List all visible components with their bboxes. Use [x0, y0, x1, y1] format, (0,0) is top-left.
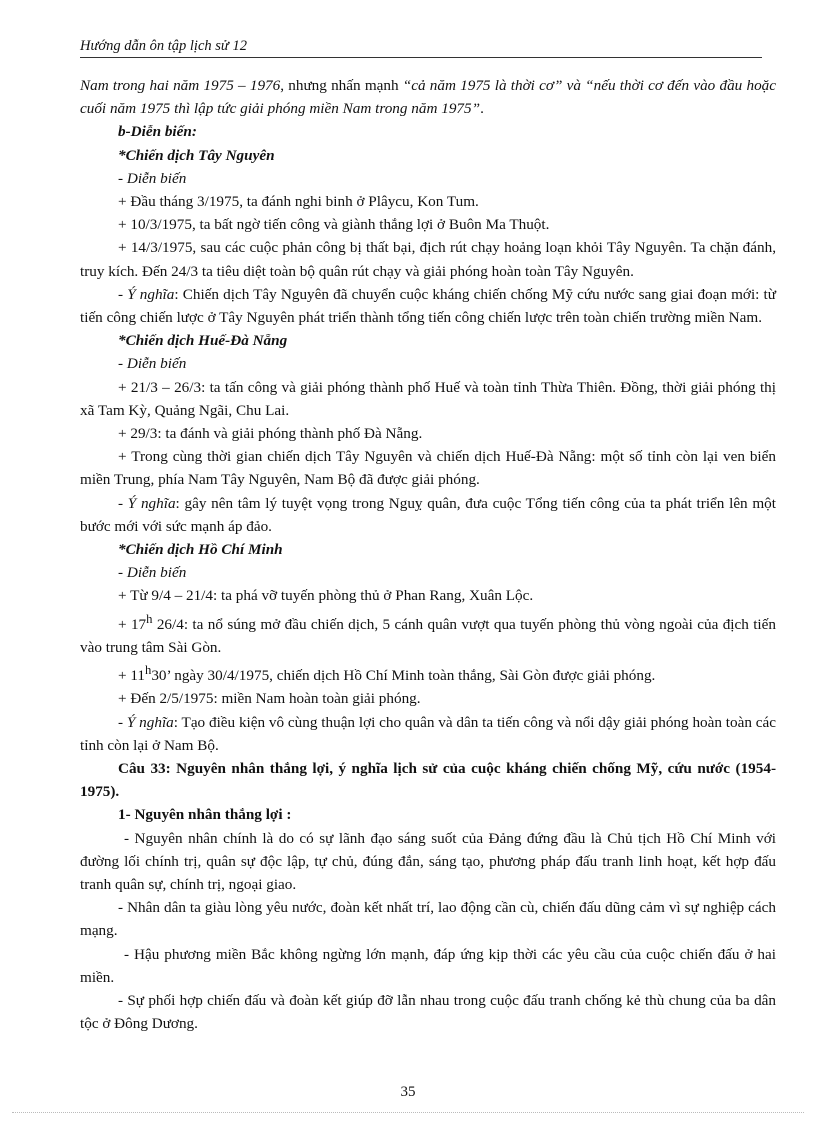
hcm-significance-label: - Ý nghĩa: [118, 713, 174, 731]
hcm-item-3-pre: + 11: [118, 667, 145, 685]
tn-dien-bien-label: - Diễn biến: [118, 169, 187, 187]
reason-2: - Nhân dân ta giàu lòng yêu nước, đoàn kết nhất trí, lao động cần cù, chiến đấu dũng cảm vì sự nghiệp cách mạng.: [80, 899, 776, 940]
tn-item-3: + 14/3/1975, sau các cuộc phản công bị thất bại, địch rút chạy hoảng loạn khỏi Tây Nguyên. Ta chặn đánh, truy kích. Đến 24/3 ta tiêu diệt toàn bộ quân rút chạy và giải phóng hoàn toàn Tây Nguyên.: [80, 239, 776, 280]
reason-3: - Hậu phương miền Bắc không ngừng lớn mạnh, đáp ứng kịp thời các yêu cầu của cuộc chiến đấu ở hai miền.: [80, 945, 776, 986]
page-content: [80, 74, 776, 1035]
footer-divider: [12, 1112, 804, 1113]
running-header: Hướng dẫn ôn tập lịch sử 12: [80, 38, 762, 58]
hd-item-2: + 29/3: ta đánh và giải phóng thành phố Đà Nẵng.: [118, 425, 423, 443]
campaign-tay-nguyen-title: *Chiến dịch Tây Nguyên: [118, 146, 275, 164]
reason-4: - Sự phối hợp chiến đấu và đoàn kết giúp đỡ lẫn nhau trong cuộc đấu tranh chống kẻ thù chung của ba dân tộc ở Đông Dương.: [80, 992, 776, 1033]
intro-end: .: [480, 100, 484, 118]
hcm-item-3: [80, 659, 776, 687]
hd-item-1: + 21/3 – 26/3: ta tấn công và giải phóng thành phố Huế và toàn tỉnh Thừa Thiên. Đồng, thời giải phóng thị xã Tam Kỳ, Quảng Ngãi, Chu Lai.: [80, 378, 776, 419]
hcm-item-3-post: 30’ ngày 30/4/1975, chiến dịch Hồ Chí Minh toàn thắng, Sài Gòn được giải phóng.: [151, 667, 656, 685]
tn-item-2: + 10/3/1975, ta bất ngờ tiến công và giành thắng lợi ở Buôn Ma Thuột.: [118, 216, 550, 234]
hcm-item-2-post: 26/4: ta nổ súng mở đầu chiến dịch, 5 cánh quân vượt qua tuyến phòng thủ vòng ngoài của địch tiến vào trung tâm Sài Gòn.: [80, 615, 776, 656]
hd-item-3: + Trong cùng thời gian chiến dịch Tây Nguyên và chiến dịch Huế-Đà Nẵng: một số tỉnh còn lại ven biển miền Trung, phía Nam Tây Nguyên, Nam Bộ đã được giải phóng.: [80, 448, 776, 489]
campaign-hue-da-nang-title: *Chiến dịch Huế-Đà Nẵng: [118, 332, 288, 350]
tn-significance-text: : Chiến dịch Tây Nguyên đã chuyển cuộc kháng chiến chống Mỹ cứu nước sang giai đoạn mới: từ tiến công chiến lược ở Tây Nguyên phát triển thành tổng tiến công chiến lược trên toàn chiến trường miền Nam.: [80, 285, 776, 327]
hd-significance: [80, 492, 776, 538]
tn-significance-label: - Ý nghĩa: [118, 285, 175, 303]
hcm-item-4: + Đến 2/5/1975: miền Nam hoàn toàn giải phóng.: [118, 690, 421, 708]
hd-significance-label: - Ý nghĩa: [118, 494, 176, 512]
reason-1: - Nguyên nhân chính là do có sự lãnh đạo sáng suốt của Đảng đứng đầu là Chủ tịch Hồ Chí Minh với đường lối chính trị, quân sự độc lập, tự chủ, đúng đắn, sáng tạo, phương pháp đấu tranh linh hoạt, kết hợp đấu tranh quân sự, chính trị, ngoại giao.: [80, 829, 776, 894]
hcm-item-2-sup: h: [146, 611, 153, 626]
section-b-heading: b-Diễn biến:: [118, 123, 197, 141]
hcm-item-1: + Từ 9/4 – 21/4: ta phá vỡ tuyến phòng thủ ở Phan Rang, Xuân Lộc.: [118, 587, 534, 605]
tn-item-1: + Đầu tháng 3/1975, ta đánh nghi binh ở Plâycu, Kon Tum.: [118, 193, 479, 211]
hcm-significance-text: : Tạo điều kiện vô cùng thuận lợi cho quân và dân ta tiến công và nổi dậy giải phóng hoàn toàn các tỉnh còn lại ở Nam Bộ.: [80, 713, 776, 754]
question-33-heading: Câu 33: Nguyên nhân thắng lợi, ý nghĩa lịch sử của cuộc kháng chiến chống Mỹ, cứu nước (1954-1975).: [80, 760, 776, 801]
hcm-item-2: [80, 608, 776, 659]
hd-dien-bien-label: - Diễn biến: [118, 355, 187, 373]
hcm-item-3-sup: h: [145, 663, 152, 678]
hcm-item-2-pre: + 17: [118, 615, 147, 633]
tn-significance: [80, 283, 776, 329]
intro-paragraph: [80, 74, 776, 120]
intro-quote: “cả năm 1975 là thời cơ” và “nếu thời cơ đến vào đầu hoặc cuối năm 1975 thì lập tức giải phóng miền Nam trong năm 1975”: [80, 77, 776, 118]
hd-significance-text: : gây nên tâm lý tuyệt vọng trong Nguỵ quân, đưa cuộc Tổng tiến công của ta phát triển lên một bước mới với sức mạnh áp đảo.: [80, 494, 776, 535]
intro-part-a: Nam trong hai năm 1975 – 1976: [80, 77, 281, 94]
hcm-significance: [80, 711, 776, 757]
q33-subsection-1: 1- Nguyên nhân thắng lợi :: [118, 806, 292, 824]
campaign-ho-chi-minh-title: *Chiến dịch Hồ Chí Minh: [118, 541, 283, 559]
page-number: 35: [400, 1084, 416, 1100]
intro-part-b: , nhưng nhấn mạnh: [280, 77, 403, 94]
hcm-dien-bien-label: - Diễn biến: [118, 564, 187, 582]
